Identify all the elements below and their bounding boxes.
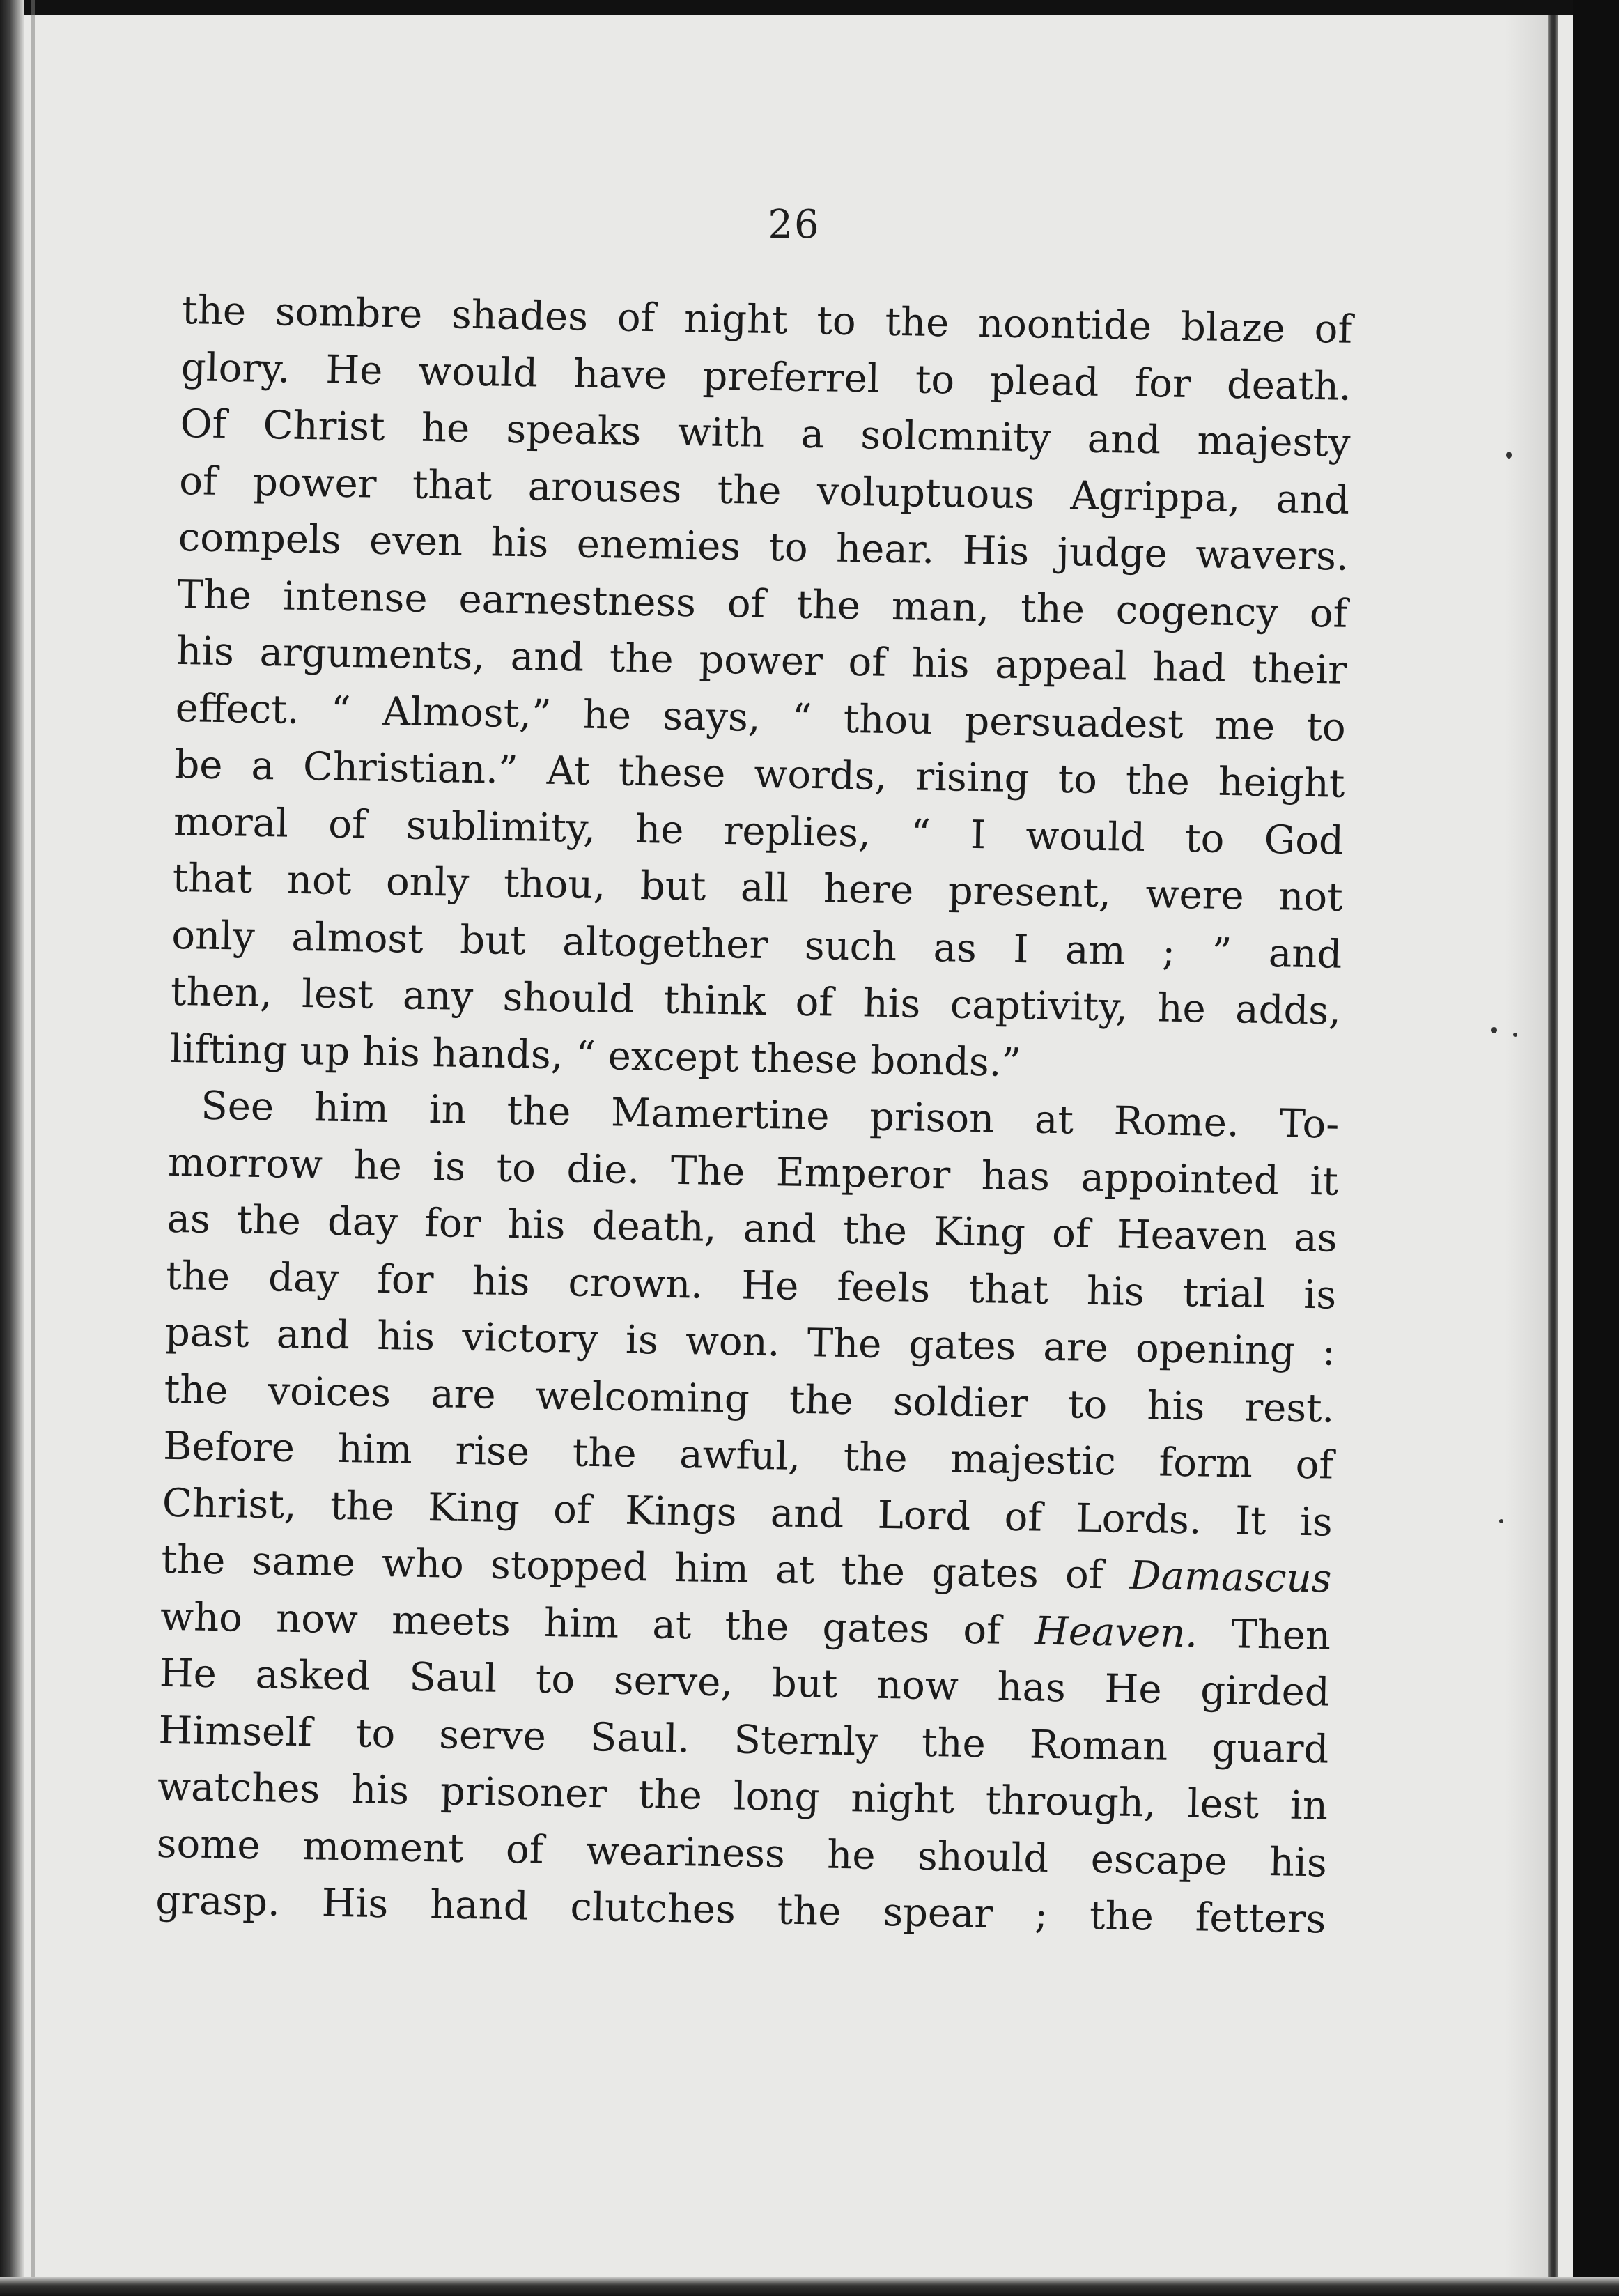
text-line: be a Christian.” At these words, rising to the height	[173, 741, 1345, 807]
text-line: See him in the Mamertine prison at Rome. To-	[200, 1083, 1340, 1148]
text-line: his arguments, and the power of his appeal had their	[176, 628, 1347, 693]
text-line: as the day for his death, and the King of Heaven as	[166, 1196, 1338, 1261]
text-line: of power that arouses the voluptuous Agrippa, and	[178, 458, 1350, 523]
dust-speck	[1506, 452, 1512, 459]
text-line: compels even his enemies to hear. His judge wavers.	[178, 514, 1349, 580]
text-line: Christ, the King of Kings and Lord of Lords. It is	[162, 1480, 1333, 1546]
dust-speck	[1491, 1027, 1497, 1033]
text-line: Of Christ he speaks with a solcmnity and majesty	[180, 401, 1351, 466]
text-line: some moment of weariness he should escape his	[156, 1821, 1328, 1886]
text-line: the voices are welcoming the soldier to his rest.	[164, 1366, 1335, 1432]
text-line: past and his victory is won. The gates are opening :	[164, 1309, 1336, 1375]
scan-border-top	[0, 0, 1619, 15]
text-line: who now meets him at the gates of	[160, 1594, 1002, 1654]
text-line: only almost but altogether such as I am ; ” and	[171, 912, 1342, 978]
text-line: He asked Saul to serve, but now has He girded	[159, 1650, 1331, 1716]
text-line: effect. “ Almost,” he says, “ thou persuadest me to	[175, 685, 1347, 750]
page-number: 26	[768, 202, 821, 247]
text-line: lifting up his hands, “ except these bonds.”	[169, 1026, 1022, 1086]
text-line: the same who stopped him at the gates of	[161, 1536, 1104, 1598]
scan-border-left	[0, 0, 24, 2296]
text-line: moral of sublimity, he replies, “ I would to God	[173, 799, 1345, 864]
body-text	[155, 282, 1353, 1948]
text-line: The intense earnestness of the man, the cogency of	[177, 571, 1348, 637]
binding-fold-line	[1548, 15, 1558, 2277]
dust-speck	[1513, 1033, 1517, 1037]
text-line: watches his prisoner the long night through, lest in	[157, 1764, 1328, 1829]
text-line: glory. He would have preferrel to plead for death.	[180, 344, 1352, 410]
text-line: then, lest any should think of his captivity, he adds,	[170, 969, 1342, 1034]
dust-speck	[1499, 1519, 1503, 1523]
text-line: the sombre shades of night to the noontide blaze of	[181, 287, 1353, 353]
text-word: Then	[1230, 1611, 1331, 1659]
text-line: grasp. His hand clutches the spear ; the fetters	[155, 1877, 1326, 1943]
binding-shadow	[1505, 15, 1548, 2277]
text-line: the day for his crown. He feels that his trial is	[165, 1253, 1337, 1318]
italic-word: Damascus	[1129, 1553, 1332, 1602]
text-line: Before him rise the awful, the majestic form of	[162, 1423, 1334, 1488]
page-edge-line	[31, 0, 35, 2296]
scan-border-bottom	[0, 2277, 1619, 2296]
text-line: morrow he is to die. The Emperor has appointed it	[167, 1139, 1339, 1205]
scan-border-right	[1573, 0, 1619, 2296]
text-line: that not only thou, but all here present, were not	[172, 855, 1344, 920]
italic-word: Heaven.	[1034, 1608, 1198, 1656]
text-line: Himself to serve Saul. Sternly the Roman guard	[158, 1707, 1329, 1773]
